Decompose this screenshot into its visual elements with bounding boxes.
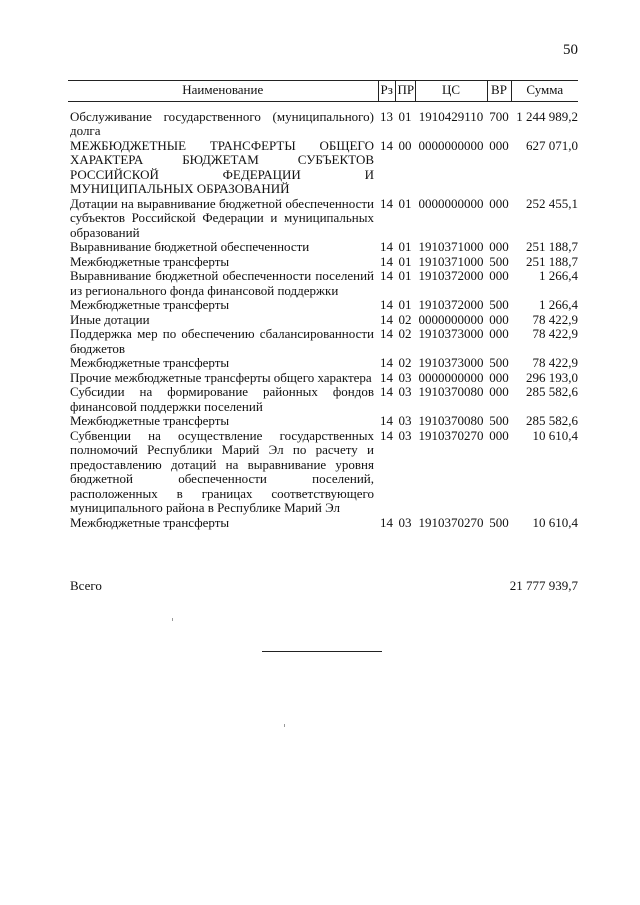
table-row [68, 327, 578, 356]
row-name: Выравнивание бюджетной обеспеченности [70, 239, 310, 254]
header-pr: ПР [395, 81, 415, 102]
table-body [68, 101, 578, 530]
row-cs: 0000000000 [418, 311, 484, 327]
table-row [68, 298, 578, 313]
row-rz: 14 [380, 514, 393, 530]
row-pr: 01 [398, 268, 412, 283]
row-vr: 500 [489, 297, 509, 312]
row-vr: 000 [489, 239, 509, 254]
row-pr: 01 [398, 108, 412, 124]
row-sum: 251 188,7 [526, 253, 578, 269]
row-rz: 14 [380, 355, 393, 370]
row-rz: 14 [380, 384, 393, 399]
header-sum: Сумма [511, 81, 578, 102]
row-name: Поддержка мер по обеспечению сбалансированности бюджетов [70, 326, 374, 356]
row-sum: 296 193,0 [526, 369, 578, 385]
row-cs: 1910373000 [418, 355, 484, 370]
total-value: 21 777 939,7 [509, 578, 578, 593]
row-rz: 14 [380, 369, 393, 385]
row-name: Выравнивание бюджетной обеспеченности поселений из регионального фонда финансовой поддержки [70, 268, 374, 298]
row-cs: 1910429110 [418, 108, 484, 124]
table-row [68, 356, 578, 371]
row-name: Субсидии на формирование районных фондов финансовой поддержки поселений [70, 384, 374, 414]
row-name: Межбюджетные трансферты [70, 253, 230, 269]
scan-speck [172, 618, 173, 621]
row-pr: 02 [398, 311, 412, 327]
table-header [68, 81, 578, 102]
table-row [68, 414, 578, 429]
table-row [68, 101, 578, 139]
total-label: Всего [70, 578, 102, 593]
row-vr: 000 [489, 268, 509, 283]
row-cs: 1910370270 [418, 427, 484, 443]
row-name: Межбюджетные трансферты [70, 297, 230, 312]
table-row [68, 313, 578, 328]
row-rz: 14 [380, 268, 393, 283]
table-row [68, 516, 578, 531]
row-rz: 14 [380, 427, 393, 443]
row-name: Межбюджетные трансферты [70, 413, 230, 428]
row-vr: 000 [489, 137, 509, 153]
row-pr: 01 [398, 239, 412, 254]
row-pr: 00 [398, 137, 412, 153]
row-cs: 0000000000 [418, 369, 484, 385]
row-rz: 14 [380, 326, 393, 341]
row-cs: 0000000000 [418, 195, 484, 211]
row-cs: 1910371000 [418, 253, 484, 269]
table-row [68, 371, 578, 386]
row-rz: 14 [380, 239, 393, 254]
row-cs: 1910373000 [418, 326, 484, 341]
row-vr: 000 [489, 195, 509, 211]
row-pr: 01 [398, 297, 412, 312]
row-pr: 03 [398, 514, 412, 530]
row-rz: 14 [380, 297, 393, 312]
row-rz: 14 [380, 413, 393, 428]
row-sum: 285 582,6 [526, 413, 578, 428]
row-sum: 1 266,4 [539, 297, 578, 312]
row-name: Прочие межбюджетные трансферты общего характера [70, 369, 372, 385]
row-name: Иные дотации [70, 311, 150, 327]
total-row [70, 578, 578, 594]
row-cs: 1910370080 [418, 384, 484, 399]
row-cs: 1910371000 [418, 239, 484, 254]
row-sum: 1 244 989,2 [516, 108, 578, 124]
row-name: Субвенции на осуществление государственных полномочий Республики Марий Эл по расчету и предоставлению дотаций на выравнивание уровня бюджетной обеспеченности поселений, расположенных в границах соответствующего муниципального района в Республике Марий Эл [70, 427, 374, 515]
table-row [68, 139, 578, 197]
row-rz: 14 [380, 137, 393, 153]
row-vr: 500 [489, 253, 509, 269]
table-row [68, 385, 578, 414]
row-vr: 000 [489, 427, 509, 443]
table-row [68, 269, 578, 298]
row-name: Дотации на выравнивание бюджетной обеспеченности субъектов Российской Федерации и муниципальных образований [70, 195, 374, 240]
row-rz: 14 [380, 253, 393, 269]
row-name: МЕЖБЮДЖЕТНЫЕ ТРАНСФЕРТЫ ОБЩЕГО ХАРАКТЕРА БЮДЖЕТАМ СУБЪЕКТОВ РОССИЙСКОЙ ФЕДЕРАЦИИ И МУНИЦИПАЛЬНЫХ ОБРАЗОВАНИЙ [70, 137, 374, 196]
row-pr: 01 [398, 253, 412, 269]
closing-divider [262, 651, 382, 652]
row-sum: 78 422,9 [532, 311, 578, 327]
header-cs: ЦС [415, 81, 487, 102]
row-vr: 000 [489, 326, 509, 341]
row-vr: 500 [489, 355, 509, 370]
row-cs: 1910370080 [418, 413, 484, 428]
row-pr: 03 [398, 369, 412, 385]
header-rz: Рз [378, 81, 395, 102]
row-sum: 252 455,1 [526, 195, 578, 211]
row-rz: 14 [380, 311, 393, 327]
header-vr: ВР [487, 81, 511, 102]
row-pr: 03 [398, 384, 412, 399]
row-cs: 1910372000 [418, 268, 484, 283]
row-vr: 500 [489, 413, 509, 428]
row-sum: 10 610,4 [532, 514, 578, 530]
row-name: Обслуживание государственного (муниципального) долга [70, 108, 374, 138]
row-rz: 13 [380, 108, 393, 124]
row-sum: 10 610,4 [532, 427, 578, 443]
row-sum: 251 188,7 [526, 239, 578, 254]
page-number: 50 [563, 42, 578, 58]
row-cs: 1910372000 [418, 297, 484, 312]
scan-speck [284, 724, 285, 727]
appropriations-table [68, 80, 578, 530]
row-cs: 1910370270 [418, 514, 484, 530]
table-row [68, 240, 578, 255]
row-sum: 1 266,4 [539, 268, 578, 283]
row-vr: 700 [489, 108, 509, 124]
row-vr: 000 [489, 311, 509, 327]
row-cs: 0000000000 [418, 137, 484, 153]
table-row [68, 197, 578, 241]
row-sum: 285 582,6 [526, 384, 578, 399]
header-name: Наименование [68, 81, 378, 102]
row-sum: 78 422,9 [532, 355, 578, 370]
row-name: Межбюджетные трансферты [70, 355, 230, 370]
row-vr: 000 [489, 384, 509, 399]
row-pr: 01 [398, 195, 412, 211]
row-vr: 000 [489, 369, 509, 385]
row-vr: 500 [489, 514, 509, 530]
row-pr: 03 [398, 413, 412, 428]
row-pr: 02 [398, 326, 412, 341]
table-row [68, 429, 578, 516]
row-pr: 02 [398, 355, 412, 370]
row-name: Межбюджетные трансферты [70, 514, 230, 530]
row-sum: 78 422,9 [532, 326, 578, 341]
row-sum: 627 071,0 [526, 137, 578, 153]
row-pr: 03 [398, 427, 412, 443]
row-rz: 14 [380, 195, 393, 211]
table-row [68, 255, 578, 270]
